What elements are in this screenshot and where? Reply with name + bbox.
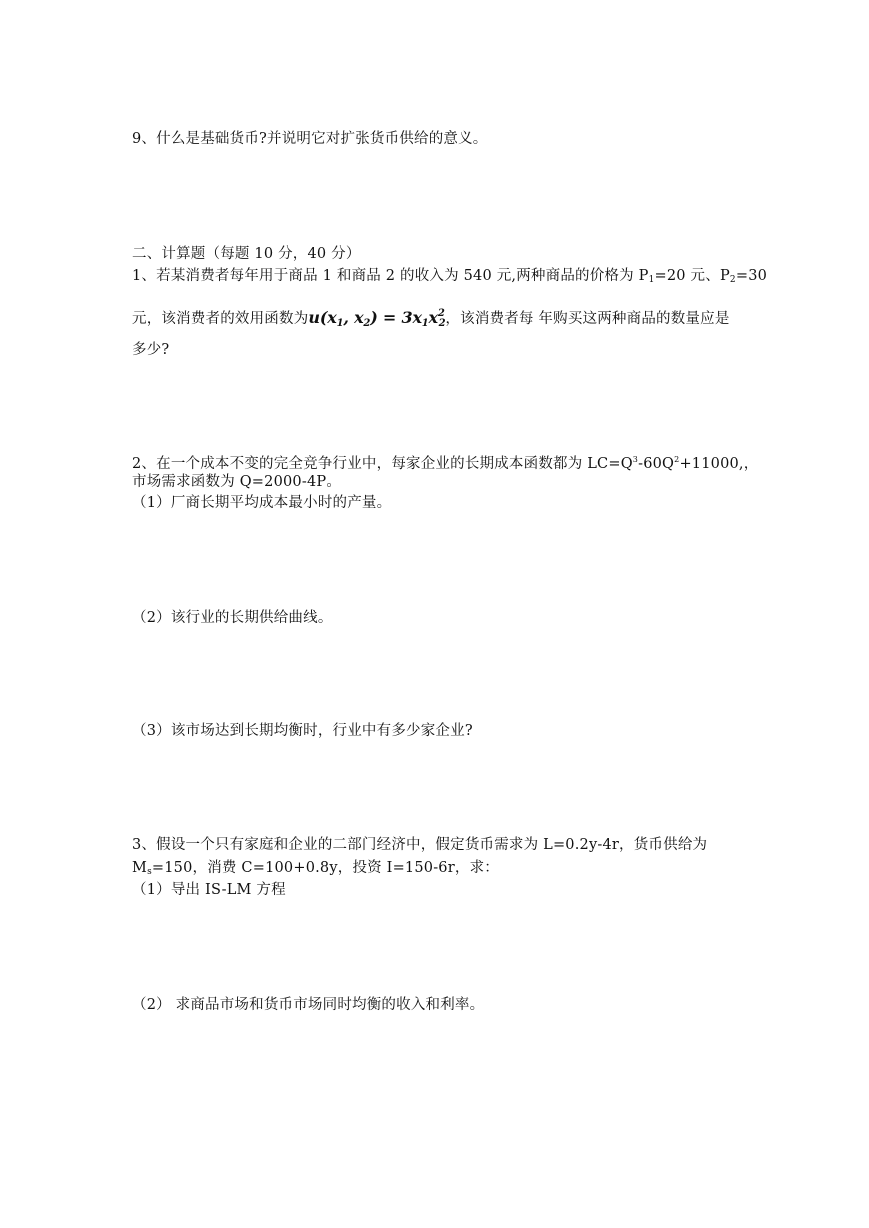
- p2-text-b: -60Q: [638, 456, 675, 472]
- problem-3-line-2: [132, 858, 499, 882]
- p3-subscript-s: s: [147, 867, 152, 877]
- p1-text-a: 1、若某消费者每年用于商品 1 和商品 2 的收入为 540 元,两种商品的价格为 P: [132, 268, 649, 284]
- question-9: 9、什么是基础货币?并说明它对扩张货币供给的意义。: [132, 131, 488, 147]
- p3-text-a: M: [132, 860, 148, 876]
- p2-superscript-3: 3: [632, 455, 639, 464]
- p2-text-c: +11000,，: [679, 456, 759, 472]
- problem-2-line-2: 市场需求函数为 Q=2000-4P。: [132, 474, 342, 490]
- p1-subscript-2: 2: [729, 275, 736, 285]
- p3-text-b: =150，消费 C=100+0.8y，投资 I=150-6r，求：: [151, 860, 499, 876]
- p1-line2-text-b: ，该消费者每 年购买这两种商品的数量应是: [445, 311, 730, 327]
- problem-3-line-1: 3、假设一个只有家庭和企业的二部门经济中，假定货币需求为 L=0.2y-4r，货币供给为: [132, 837, 708, 853]
- problem-1-line-1: [132, 266, 767, 290]
- problem-2-line-1: [132, 450, 758, 474]
- problem-2-sub-1: （1）厂商长期平均成本最小时的产量。: [132, 495, 392, 511]
- problem-3-sub-1: （1）导出 IS-LM 方程: [132, 882, 286, 898]
- utility-formula: u(x1, x2) = 3x1x22: [308, 308, 446, 329]
- p1-subscript-1: 1: [648, 275, 655, 285]
- section-title: 二、计算题（每题 10 分，40 分）: [132, 246, 361, 262]
- p1-text-c: =30: [735, 268, 768, 284]
- problem-1-line-2: [132, 304, 730, 334]
- problem-2-sub-3: （3）该市场达到长期均衡时，行业中有多少家企业?: [132, 723, 473, 739]
- p2-superscript-2: 2: [674, 455, 680, 464]
- p2-text-a: 2、在一个成本不变的完全竞争行业中，每家企业的长期成本函数都为 LC=Q: [132, 456, 633, 472]
- problem-3-sub-2: （2） 求商品市场和货币市场同时均衡的收入和利率。: [132, 997, 485, 1013]
- p1-line2-text-a: 元，该消费者的效用函数为: [132, 311, 309, 327]
- problem-2-sub-2: （2）该行业的长期供给曲线。: [132, 610, 333, 626]
- problem-1-line-3: 多少?: [132, 342, 170, 358]
- p1-text-b: =20 元、P: [654, 268, 730, 284]
